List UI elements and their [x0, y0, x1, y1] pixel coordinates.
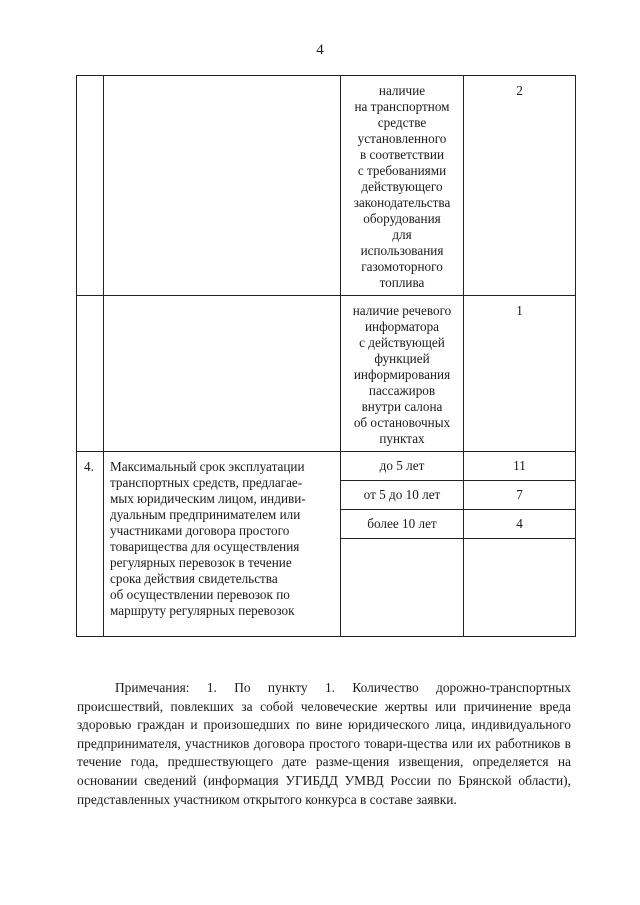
row-number-cell — [77, 296, 104, 452]
criterion-name — [104, 76, 340, 83]
score-value — [464, 539, 575, 637]
condition-subtable — [341, 452, 463, 636]
score-value: 2 — [516, 83, 523, 98]
row-number — [77, 76, 103, 83]
condition-label: наличие на транспортном средстве установленного в соответствии с требованиями действующего законодательства оборудования для использования газомоторного топлива — [353, 83, 451, 290]
score-cell — [464, 296, 576, 452]
table-row — [77, 296, 576, 452]
score-value: 11 — [464, 452, 575, 481]
condition-label: наличие речевого информатора с действующей функцией информирования пассажиров внутри салона об остановочных пунктах — [352, 303, 452, 446]
score-value: 1 — [516, 303, 523, 318]
criterion-name-cell — [104, 452, 341, 637]
table-row — [464, 539, 575, 637]
criterion-name — [104, 296, 340, 303]
table-row — [341, 481, 463, 510]
criteria-table — [76, 75, 576, 637]
notes-paragraph: Примечания: 1. По пункту 1. Количество дорожно-транспортных происшествий, повлекших за собой человеческие жертвы или причинение вреда здоровью граждан и произошедших по вине юридического лица, индивидуального предпринимателя, участников договора простого товари-щества или их работников в течение года, предшествующего дате разме-щения извещения, определяется на основании сведений (информация УГИБДД УМВД России по Брянской области), представленных участником открытого конкурса в составе заявки. — [77, 680, 571, 807]
score-value: 4 — [464, 510, 575, 539]
condition-label: более 10 лет — [341, 510, 463, 539]
table-row — [341, 539, 463, 637]
condition-cell — [341, 296, 464, 452]
criterion-name-cell — [104, 296, 341, 452]
condition-label: от 5 до 10 лет — [341, 481, 463, 510]
table-row — [77, 452, 576, 637]
table-row — [464, 452, 575, 481]
table-row — [341, 452, 463, 481]
table-row — [464, 481, 575, 510]
table-row — [464, 510, 575, 539]
score-cell — [464, 452, 576, 637]
criterion-name-cell — [104, 76, 341, 296]
condition-label — [341, 539, 463, 637]
page-number: 4 — [316, 42, 324, 58]
condition-cell — [341, 452, 464, 637]
row-number — [77, 296, 103, 303]
row-number: 4. — [84, 459, 94, 474]
condition-cell — [341, 76, 464, 296]
score-cell — [464, 76, 576, 296]
table-row — [77, 76, 576, 296]
row-number-cell — [77, 76, 104, 296]
criterion-name: Максимальный срок эксплуатации транспортных средств, предлагае- мых юридическим лицом, индиви- дуальным предпринимателем или участниками договора простого товарищества для осуществления регулярных перевозок в течение срока действия свидетельства об осуществлении перевозок по маршруту регулярных перевозок — [110, 459, 306, 618]
condition-label: до 5 лет — [341, 452, 463, 481]
table-row — [341, 510, 463, 539]
score-subtable — [464, 452, 575, 636]
row-number-cell — [77, 452, 104, 637]
score-value: 7 — [464, 481, 575, 510]
